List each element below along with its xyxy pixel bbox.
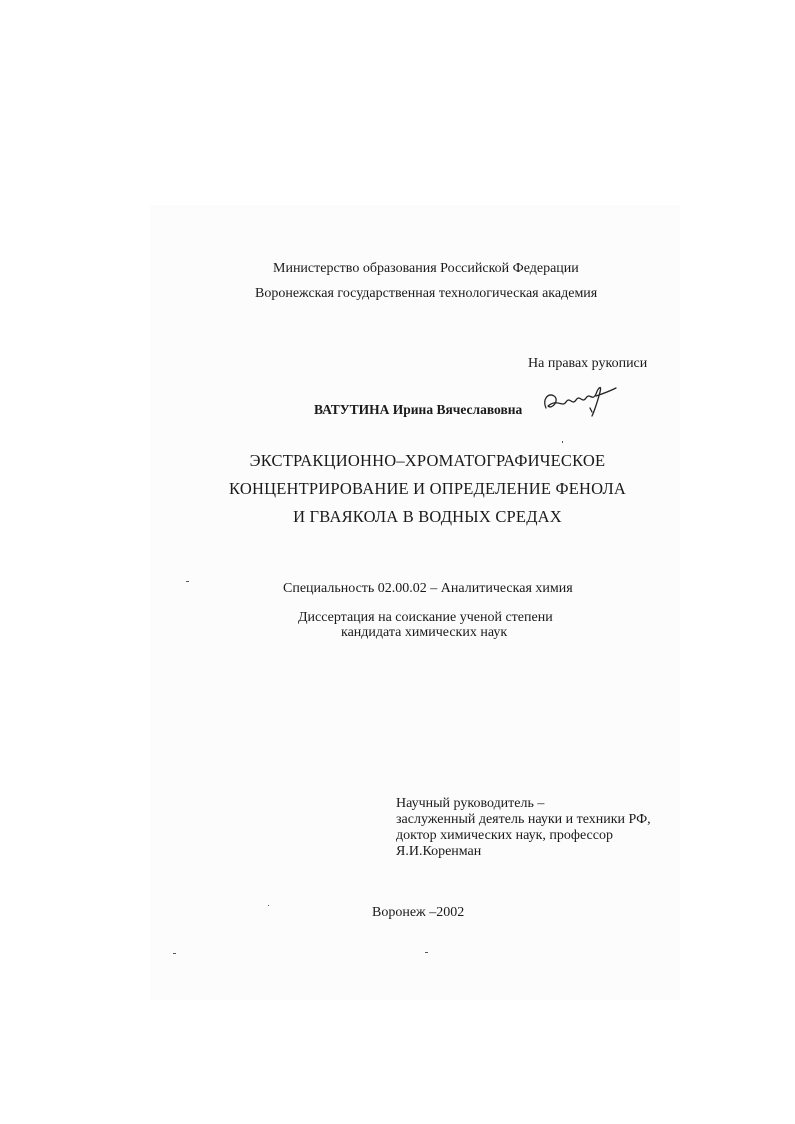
author-name: ВАТУТИНА Ирина Вячеславовна <box>314 402 523 417</box>
supervisor-line-3: доктор химических наук, профессор <box>396 828 613 843</box>
supervisor-name: Я.И.Коренман <box>396 844 482 859</box>
dissertation-line-1: Диссертация на соискание ученой степени <box>298 610 553 625</box>
academy-heading: Воронежская государственная технологическая академия <box>255 286 598 301</box>
specialty-line: Специальность 02.00.02 – Аналитическая химия <box>283 581 573 596</box>
title-line-3: И ГВАЯКОЛА В ВОДНЫХ СРЕДАХ <box>293 507 562 526</box>
scan-speck <box>268 905 269 906</box>
title-line-1: ЭКСТРАКЦИОННО–ХРОМАТОГРАФИЧЕСКОЕ <box>249 451 606 470</box>
title-line-2: КОНЦЕНТРИРОВАНИЕ И ОПРЕДЕЛЕНИЕ ФЕНОЛА <box>229 479 626 498</box>
scan-speck <box>425 952 428 953</box>
rights-note: На правах рукописи <box>528 356 648 371</box>
scan-speck <box>562 441 563 443</box>
dissertation-line-2: кандидата химических наук <box>341 625 508 640</box>
signature-icon <box>540 378 620 418</box>
scan-speck <box>173 953 176 954</box>
supervisor-line-1: Научный руководитель – <box>396 796 545 811</box>
supervisor-line-2: заслуженный деятель науки и техники РФ, <box>396 812 651 827</box>
scan-speck <box>186 581 189 582</box>
ministry-heading: Министерство образования Российской Федерации <box>273 261 579 276</box>
city-year: Воронеж –2002 <box>372 905 465 920</box>
scanned-page-area <box>150 205 680 1000</box>
